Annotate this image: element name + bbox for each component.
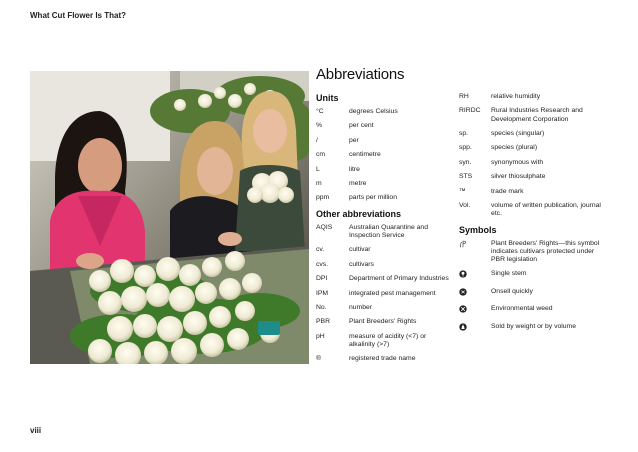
definition: centimetre <box>349 151 381 159</box>
term: cv. <box>316 246 325 254</box>
term: / <box>316 136 318 144</box>
definition: per <box>349 136 359 144</box>
definition: volume of written publication, journal etc. <box>491 201 601 218</box>
right-column <box>459 93 609 340</box>
definition: cultivars <box>349 260 374 268</box>
onsell-icon <box>459 288 467 296</box>
single-stem-icon <box>459 270 467 278</box>
sold-by-weight-icon <box>459 323 467 331</box>
list-item <box>316 261 452 269</box>
list-item <box>316 333 452 349</box>
list-item <box>316 246 452 254</box>
definition: integrated pest management <box>349 289 436 297</box>
term: ® <box>316 355 322 363</box>
definition: per cent <box>349 122 374 130</box>
list-item <box>459 93 609 101</box>
list-item <box>459 159 609 167</box>
list-item <box>316 318 452 326</box>
list-item <box>459 323 609 334</box>
list-item <box>459 240 609 265</box>
definition: registered trade name <box>349 355 416 363</box>
term: sp. <box>459 129 469 137</box>
symbol-cell <box>459 288 491 299</box>
symbol-cell <box>459 305 491 316</box>
term: ™ <box>459 187 466 195</box>
term: STS <box>459 173 473 181</box>
list-item <box>459 130 609 138</box>
left-column <box>316 93 452 370</box>
definition: species (singular) <box>491 129 545 137</box>
term: RIRDC <box>459 107 481 115</box>
definition: measure of acidity (<7) or alkalinity (>7) <box>349 332 427 348</box>
definition: synonymous with <box>491 158 544 166</box>
list-item <box>316 224 452 240</box>
symbols-title: Symbols <box>459 224 497 235</box>
definition: Australian Quarantine and Inspection Service <box>349 223 428 239</box>
symbol-cell <box>459 270 491 281</box>
definition: Plant Breeders' Rights <box>349 318 417 326</box>
definition: degrees Celsius <box>349 108 398 115</box>
list-item <box>316 304 452 312</box>
term: m <box>316 179 322 187</box>
definition: Single stem <box>491 270 527 278</box>
term: cvs. <box>316 260 329 268</box>
term: AQIS <box>316 223 333 231</box>
environmental-weed-icon <box>459 305 467 313</box>
running-head: What Cut Flower Is That? <box>30 11 126 20</box>
definition: parts per million <box>349 194 397 202</box>
definition: Sold by weight or by volume <box>491 322 577 330</box>
definition: Onsell quickly <box>491 287 533 295</box>
term: °C <box>316 108 324 115</box>
definition: Rural Industries Research and Development Corporation <box>491 107 583 123</box>
definition: Department of Primary Industries <box>349 275 449 283</box>
list-item <box>316 290 452 298</box>
term: PBR <box>316 318 330 326</box>
term: Vol. <box>459 201 471 209</box>
list-item <box>459 173 609 181</box>
list-item <box>316 194 452 202</box>
list-item <box>459 188 609 196</box>
symbol-cell <box>459 323 491 334</box>
definition: trade mark <box>491 187 524 195</box>
list-item <box>316 180 452 188</box>
list-item <box>459 288 609 299</box>
definition: cultivar <box>349 246 371 254</box>
list-item <box>459 144 609 152</box>
term: L <box>316 165 320 173</box>
term: RH <box>459 93 469 100</box>
florists-photo <box>30 71 309 364</box>
term: IPM <box>316 289 329 297</box>
list-item <box>459 107 609 123</box>
definition: Plant Breeders' Rights—this symbol indicates cultivars protected under PBR legislation <box>491 239 600 263</box>
list-item <box>459 305 609 316</box>
list-item <box>316 355 452 363</box>
pbr-icon <box>459 240 467 248</box>
list-item <box>459 270 609 281</box>
definition: number <box>349 303 373 311</box>
definition: relative humidity <box>491 93 541 100</box>
term: ppm <box>316 194 330 202</box>
other-abbreviations-title: Other abbreviations <box>316 208 402 219</box>
symbol-cell <box>459 240 491 265</box>
list-item <box>316 108 452 116</box>
page-title: Abbreviations <box>316 66 405 83</box>
term: syn. <box>459 158 472 166</box>
definition: Environmental weed <box>491 305 553 313</box>
definition: silver thiosulphate <box>491 173 546 181</box>
list-item <box>316 275 452 283</box>
definition: metre <box>349 179 367 187</box>
definition: species (plural) <box>491 144 538 152</box>
list-item <box>316 122 452 130</box>
term: No. <box>316 303 327 311</box>
list-item <box>459 202 609 218</box>
list-item <box>316 166 452 174</box>
list-item <box>316 151 452 159</box>
units-title: Units <box>316 93 339 103</box>
definition: litre <box>349 165 360 173</box>
term: cm <box>316 151 326 159</box>
list-item <box>316 137 452 145</box>
term: spp. <box>459 144 472 152</box>
page-number: viii <box>30 426 42 435</box>
term: % <box>316 122 323 130</box>
term: DPI <box>316 275 328 283</box>
term: pH <box>316 332 325 340</box>
